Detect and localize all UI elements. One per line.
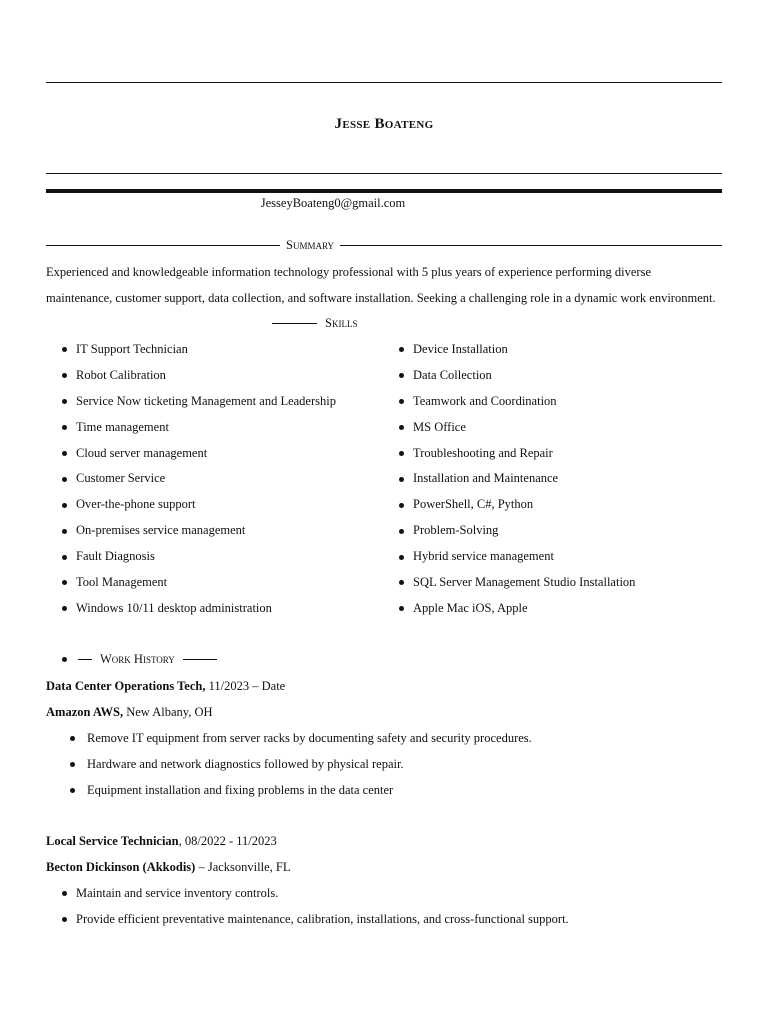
bullet-icon <box>62 477 67 482</box>
list-item: Remove IT equipment from server racks by documenting safety and security procedures. <box>70 725 532 751</box>
bullet-icon <box>62 529 67 534</box>
email-address[interactable]: JesseyBoateng0@gmail.com <box>260 196 406 210</box>
job-location: – Jacksonville, FL <box>195 860 291 874</box>
job-dates: , 08/2022 - 11/2023 <box>178 834 277 848</box>
skill-item: Cloud server management <box>62 441 336 467</box>
job-location: New Albany, OH <box>123 705 213 719</box>
skill-item: Service Now ticketing Management and Leadership <box>62 389 336 415</box>
job-dates: 11/2023 – Date <box>205 679 286 693</box>
job-company: Amazon AWS, <box>46 705 124 719</box>
skill-item: On-premises service management <box>62 518 336 544</box>
bullet-icon <box>62 451 67 456</box>
summary-heading <box>46 238 722 253</box>
job-duties-list <box>70 725 532 803</box>
list-item: Hardware and network diagnostics followed by physical repair. <box>70 751 532 777</box>
job-duties-list <box>62 880 569 932</box>
skill-item: Teamwork and Coordination <box>399 389 635 415</box>
bullet-icon <box>399 425 404 430</box>
bullet-icon <box>62 347 67 352</box>
bullet-icon <box>70 762 75 767</box>
skill-item: SQL Server Management Studio Installation <box>399 570 635 596</box>
summary-line-1: Experienced and knowledgeable information technology professional with 5 plus years of experience performing diverse <box>46 265 652 279</box>
bullet-icon <box>399 399 404 404</box>
skill-item: Over-the-phone support <box>62 492 336 518</box>
skills-list-right <box>399 337 635 622</box>
work-history-heading-label: Work History <box>100 652 175 666</box>
header-thin-rule <box>46 173 722 174</box>
job-company-line <box>46 699 213 725</box>
summary-heading-left-line <box>46 245 280 246</box>
job-title: Data Center Operations Tech, <box>46 679 206 693</box>
job-company: Becton Dickinson (Akkodis) <box>46 860 196 874</box>
skill-item: Problem-Solving <box>399 518 635 544</box>
list-item: Equipment installation and fixing problems in the data center <box>70 777 532 803</box>
job-company-line <box>46 854 290 880</box>
header-thick-rule <box>46 189 722 193</box>
bullet-icon <box>62 399 67 404</box>
skill-item: Robot Calibration <box>62 363 336 389</box>
summary-heading-right-line <box>340 245 722 246</box>
bullet-icon <box>399 555 404 560</box>
bullet-icon <box>62 657 67 662</box>
bullet-icon <box>399 451 404 456</box>
bullet-icon <box>62 580 67 585</box>
work-history-heading-right-line <box>183 659 217 660</box>
skill-item: MS Office <box>399 415 635 441</box>
skills-list-left <box>62 337 336 622</box>
job-title-line <box>46 828 277 854</box>
bullet-icon <box>399 606 404 611</box>
work-history-heading <box>62 652 217 667</box>
bullet-icon <box>62 917 67 922</box>
summary-line-2: maintenance, customer support, data collection, and software installation. Seeking a challenging role in a dynamic work environment. <box>46 291 716 305</box>
candidate-name: Jesse Boateng <box>334 116 434 132</box>
list-item: Provide efficient preventative maintenance, calibration, installations, and cross-functional support. <box>62 906 569 932</box>
top-rule <box>46 82 722 83</box>
bullet-icon <box>62 891 67 896</box>
bullet-icon <box>62 503 67 508</box>
bullet-icon <box>399 477 404 482</box>
summary-paragraph <box>46 259 726 311</box>
skill-item: IT Support Technician <box>62 337 336 363</box>
job-title-line <box>46 673 285 699</box>
bullet-icon <box>399 529 404 534</box>
list-item: Maintain and service inventory controls. <box>62 880 569 906</box>
bullet-icon <box>399 503 404 508</box>
skill-item: Tool Management <box>62 570 336 596</box>
skills-heading-left-line <box>272 323 317 324</box>
skill-item: Device Installation <box>399 337 635 363</box>
skill-item: Installation and Maintenance <box>399 466 635 492</box>
skill-item: Data Collection <box>399 363 635 389</box>
skill-item: Apple Mac iOS, Apple <box>399 596 635 622</box>
bullet-icon <box>62 606 67 611</box>
skills-heading-label: Skills <box>325 316 358 330</box>
skill-item: Hybrid service management <box>399 544 635 570</box>
skills-heading <box>272 316 361 331</box>
bullet-icon <box>62 555 67 560</box>
skill-item: Time management <box>62 415 336 441</box>
bullet-icon <box>70 788 75 793</box>
bullet-icon <box>62 373 67 378</box>
bullet-icon <box>70 736 75 741</box>
bullet-icon <box>399 373 404 378</box>
job-title: Local Service Technician <box>46 834 179 848</box>
skill-item: Windows 10/11 desktop administration <box>62 596 336 622</box>
skill-item: PowerShell, C#, Python <box>399 492 635 518</box>
skill-item: Troubleshooting and Repair <box>399 441 635 467</box>
bullet-icon <box>399 580 404 585</box>
bullet-icon <box>399 347 404 352</box>
summary-heading-label: Summary <box>286 238 334 252</box>
skill-item: Customer Service <box>62 466 336 492</box>
bullet-icon <box>62 425 67 430</box>
skill-item: Fault Diagnosis <box>62 544 336 570</box>
work-history-heading-left-line <box>78 659 92 660</box>
